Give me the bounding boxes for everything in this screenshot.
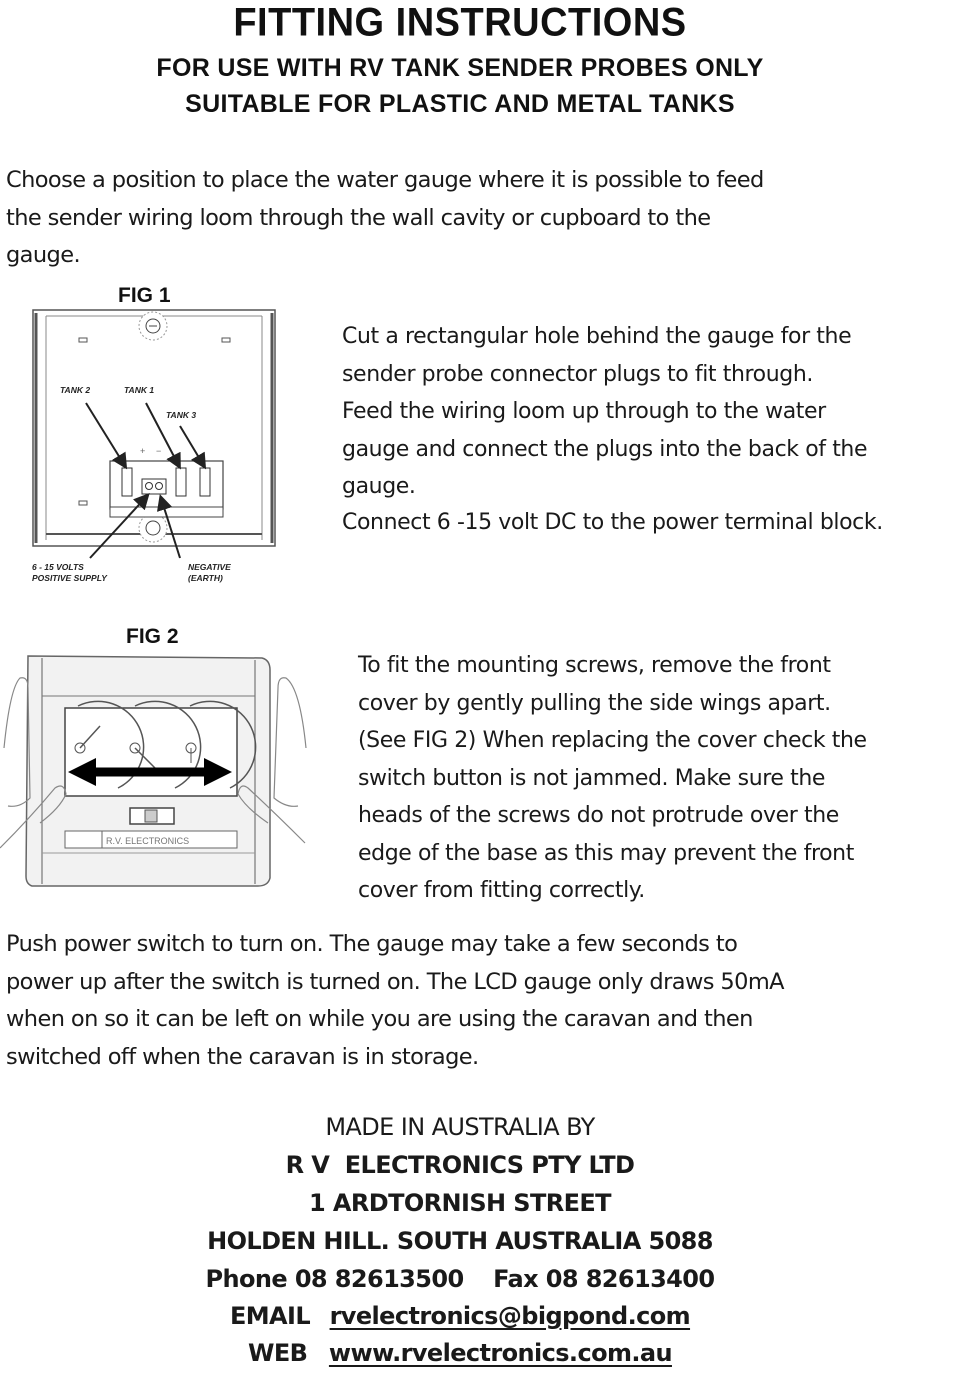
fig1-label: FIG 1 bbox=[118, 284, 171, 307]
fig1-text-line: sender probe connector plugs to fit through. bbox=[342, 361, 813, 387]
company-name: R V ELECTRONICS PTY LTD bbox=[285, 1151, 635, 1179]
subtitle-tanks: SUITABLE FOR PLASTIC AND METAL TANKS bbox=[185, 90, 735, 118]
negative-label-1: NEGATIVE bbox=[188, 562, 231, 572]
fig2-cover-removal-illustration bbox=[0, 648, 310, 893]
fig1-text-line: Connect 6 -15 volt DC to the power terminal block. bbox=[342, 509, 883, 535]
tank3-label: TANK 3 bbox=[166, 410, 197, 420]
fig1-wiring-diagram bbox=[28, 308, 280, 593]
power-line: Push power switch to turn on. The gauge may take a few seconds to bbox=[6, 931, 738, 957]
fig1-text-line: Cut a rectangular hole behind the gauge for the bbox=[342, 324, 852, 349]
tank2-label: TANK 2 bbox=[60, 385, 91, 395]
phone-fax-line bbox=[0, 1265, 920, 1293]
fig2-text-line: edge of the base as this may prevent the front bbox=[358, 840, 854, 866]
phone-label: Phone bbox=[205, 1265, 288, 1293]
made-in-line: MADE IN AUSTRALIA BY bbox=[325, 1113, 595, 1141]
intro-line: Choose a position to place the water gauge where it is possible to feed bbox=[6, 167, 764, 193]
svg-text:−: − bbox=[156, 446, 162, 456]
power-line: when on so it can be left on while you are using the caravan and then bbox=[6, 1006, 753, 1032]
fax-label: Fax bbox=[493, 1265, 538, 1293]
fig1-text-line: gauge and connect the plugs into the back of the bbox=[342, 436, 868, 462]
city-address: HOLDEN HILL. SOUTH AUSTRALIA 5088 bbox=[207, 1227, 713, 1255]
fig1-text-line: Feed the wiring loom up through to the water bbox=[342, 399, 826, 424]
gauge-back-diagram bbox=[28, 308, 280, 593]
fig2-text-line: (See FIG 2) When replacing the cover check the bbox=[358, 728, 867, 753]
web-line bbox=[0, 1339, 920, 1367]
negative-label-2: (EARTH) bbox=[188, 573, 223, 583]
fig2-text-line: cover from fitting correctly. bbox=[358, 878, 645, 903]
svg-text:+: + bbox=[140, 446, 146, 456]
subtitle-probes: FOR USE WITH RV TANK SENDER PROBES ONLY bbox=[156, 54, 764, 82]
fig2-text-line: cover by gently pulling the side wings apart. bbox=[358, 690, 831, 716]
gauge-front-illustration bbox=[0, 648, 310, 893]
email-label: EMAIL bbox=[229, 1302, 311, 1330]
power-line: switched off when the caravan is in storage. bbox=[6, 1043, 479, 1070]
fig2-instructions bbox=[358, 647, 968, 910]
intro-line: the sender wiring loom through the wall cavity or cupboard to the bbox=[6, 204, 711, 231]
positive-label-1: 6 - 15 VOLTS bbox=[32, 562, 84, 572]
intro-line: gauge. bbox=[6, 242, 81, 268]
email-link[interactable]: rvelectronics@bigpond.com bbox=[329, 1302, 691, 1330]
fig2-text-line: heads of the screws do not protrude over the bbox=[358, 803, 839, 828]
power-paragraph bbox=[6, 926, 936, 1076]
page-title: FITTING INSTRUCTIONS bbox=[233, 0, 687, 46]
brand-plate-text: R.V. ELECTRONICS bbox=[106, 836, 190, 846]
street-address: 1 ARDTORNISH STREET bbox=[309, 1189, 611, 1217]
fig2-label: FIG 2 bbox=[126, 625, 179, 648]
phone-number: 08 82613500 bbox=[294, 1265, 464, 1293]
web-label: WEB bbox=[248, 1339, 308, 1367]
positive-label-2: POSITIVE SUPPLY bbox=[32, 573, 107, 583]
fig1-instructions bbox=[342, 318, 975, 540]
power-line: power up after the switch is turned on. The LCD gauge only draws 50mA bbox=[6, 968, 784, 995]
fig2-text-line: To fit the mounting screws, remove the front bbox=[358, 653, 831, 678]
fig2-text-line: switch button is not jammed. Make sure the bbox=[358, 765, 826, 791]
fax-number: 08 82613400 bbox=[545, 1265, 715, 1293]
web-link[interactable]: www.rvelectronics.com.au bbox=[328, 1339, 672, 1367]
intro-paragraph bbox=[6, 162, 906, 275]
email-line bbox=[0, 1302, 920, 1330]
tank1-label: TANK 1 bbox=[124, 385, 155, 395]
fig1-text-line: gauge. bbox=[342, 474, 416, 499]
